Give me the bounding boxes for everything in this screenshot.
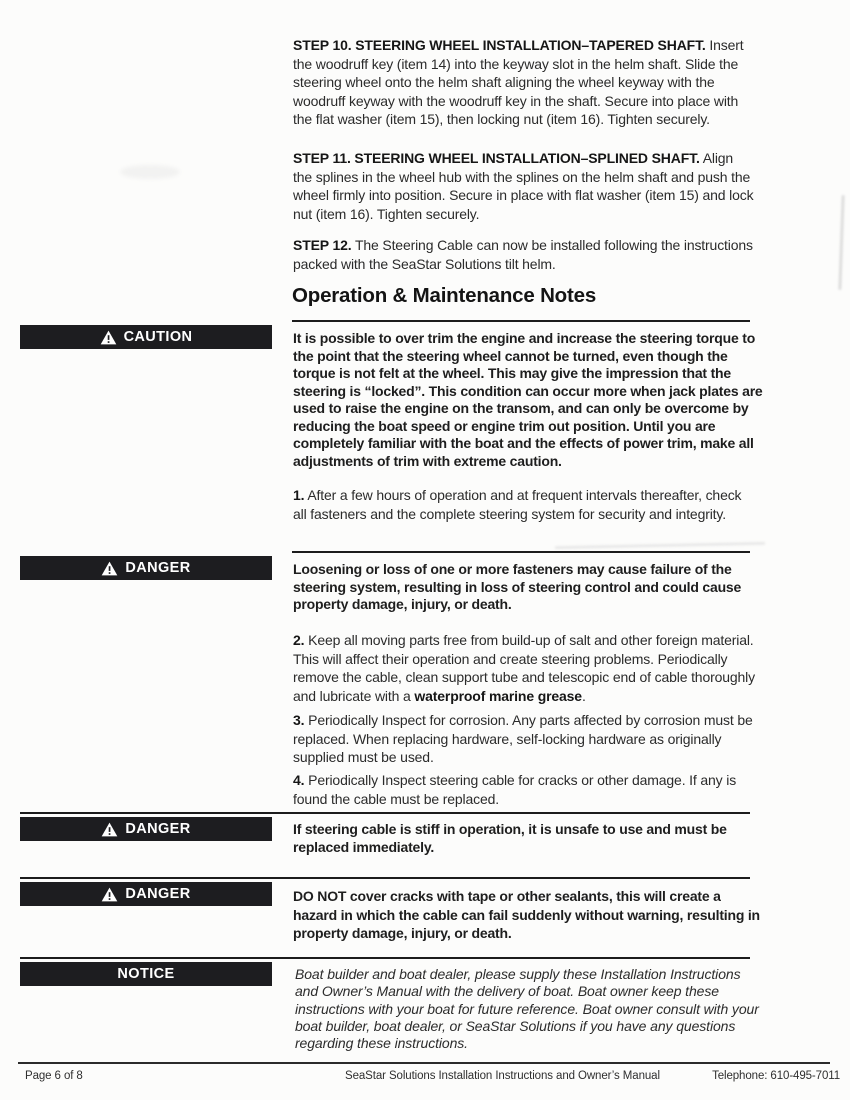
- danger-1-body: Loosening or loss of one or more fasteners may cause failure of the steering system, resulting in loss of steering control and could cause property damage, injury, or death.: [293, 561, 742, 613]
- notice-bar-label: NOTICE: [117, 965, 175, 982]
- caution-body: It is possible to over trim the engine and increase the steering torque to the point that the steering wheel cannot be turned, even though the torque is not felt at the wheel. This may give the impression that the steering is “locked”. This condition can occur more when jack plates are used to raise the engine on the transom, and can only be overcome by reducing the boat speed or engine trim out position. Until you are completely familiar with the boat and the effects of power trim, make all adjustments of trim with extreme caution.: [293, 330, 763, 469]
- item-4-number: 4.: [293, 772, 305, 788]
- item-3-number: 3.: [293, 712, 305, 728]
- warning-triangle-icon: [101, 561, 118, 576]
- section-rule: [292, 320, 750, 322]
- list-item-2: [293, 631, 755, 705]
- danger-bar-1: [20, 556, 272, 580]
- danger-2-body: If steering cable is stiff in operation, it is unsafe to use and must be replaced immediately.: [293, 821, 727, 855]
- footer-page-number: Page 6 of 8: [25, 1070, 83, 1082]
- step-11-text: Align the splines in the wheel hub with the splines on the helm shaft and push the wheel firmly into position. Secure in place with flat washer (item 15) and lock nut (item 16). Tighten securely.: [293, 150, 754, 222]
- scan-artifact: [120, 165, 180, 179]
- scan-artifact: [555, 542, 765, 549]
- step-12-paragraph: [293, 236, 755, 273]
- list-item-4: [293, 771, 755, 808]
- step-11-label: STEP 11. STEERING WHEEL INSTALLATION–SPLINED SHAFT.: [293, 150, 700, 166]
- danger-bar-3-label: DANGER: [125, 885, 191, 902]
- danger-bar-2: [20, 817, 272, 841]
- notice-body: Boat builder and boat dealer, please supply these Installation Instructions and Owner’s Manual with the delivery of boat. Boat owner keep these instructions with your boat for future reference. Boat owner consult with your boat builder, boat dealer, or SeaStar Solutions if you have any questions regarding these instructions.: [295, 966, 759, 1052]
- item-1-text: After a few hours of operation and at frequent intervals thereafter, check all fasteners and the complete steering system for security and integrity.: [293, 487, 742, 522]
- notice-bar: [20, 962, 272, 986]
- footer-telephone: Telephone: 610-495-7011: [712, 1070, 840, 1082]
- section-rule: [292, 551, 750, 553]
- warning-triangle-icon: [100, 330, 117, 345]
- list-item-1: [293, 486, 755, 523]
- caution-bar-label: CAUTION: [123, 328, 193, 345]
- item-3-text: Periodically Inspect for corrosion. Any parts affected by corrosion must be replaced. When replacing hardware, self-locking hardware as originally supplied must be used.: [293, 712, 753, 766]
- footer-rule: [18, 1062, 830, 1064]
- item-2-text: Keep all moving parts free from build-up of salt and other foreign material. This will affect their operation and create steering problems. Periodically remove the cable, clean support tube and telescopic end of cable thoroughly and lubricate with a: [293, 632, 755, 704]
- section-rule: [20, 877, 750, 879]
- item-2-number: 2.: [293, 632, 305, 648]
- item-4-text: Periodically Inspect steering cable for cracks or other damage. If any is found the cable must be replaced.: [293, 772, 737, 807]
- step-10-text: Insert the woodruff key (item 14) into the keyway slot in the helm shaft. Slide the steering wheel onto the helm shaft aligning the wheel keyway with the woodruff keyway with the woodruff key in the shaft. Secure into place with the flat washer (item 15), then locking nut (item 16). Tighten securely.: [293, 37, 744, 128]
- step-10-label: STEP 10. STEERING WHEEL INSTALLATION–TAPERED SHAFT.: [293, 37, 706, 53]
- danger-3-body: DO NOT cover cracks with tape or other sealants, this will create a hazard in which the cable can fail suddenly without warning, resulting in property damage, injury, or death.: [293, 888, 760, 941]
- warning-triangle-icon: [101, 822, 118, 837]
- list-item-3: [293, 711, 755, 767]
- caution-bar: [20, 325, 272, 349]
- item-2-text-after: .: [581, 687, 586, 704]
- warning-triangle-icon: [101, 887, 118, 902]
- section-heading: Operation & Maintenance Notes: [292, 284, 597, 307]
- section-rule: [20, 957, 750, 959]
- section-rule: [20, 812, 750, 814]
- step-12-text: The Steering Cable can now be installed following the instructions packed with the SeaStar Solutions tilt helm.: [293, 237, 753, 272]
- item-1-number: 1.: [293, 487, 305, 503]
- step-10-paragraph: [293, 36, 755, 129]
- step-11-paragraph: [293, 149, 755, 223]
- step-12-label: STEP 12.: [293, 237, 352, 253]
- danger-bar-1-label: DANGER: [125, 559, 191, 576]
- danger-bar-3: [20, 882, 272, 906]
- item-2-bold-text: waterproof marine grease: [414, 687, 582, 704]
- footer-document-title: SeaStar Solutions Installation Instructions and Owner’s Manual: [345, 1070, 660, 1082]
- scan-artifact: [838, 195, 844, 290]
- danger-bar-2-label: DANGER: [125, 820, 191, 837]
